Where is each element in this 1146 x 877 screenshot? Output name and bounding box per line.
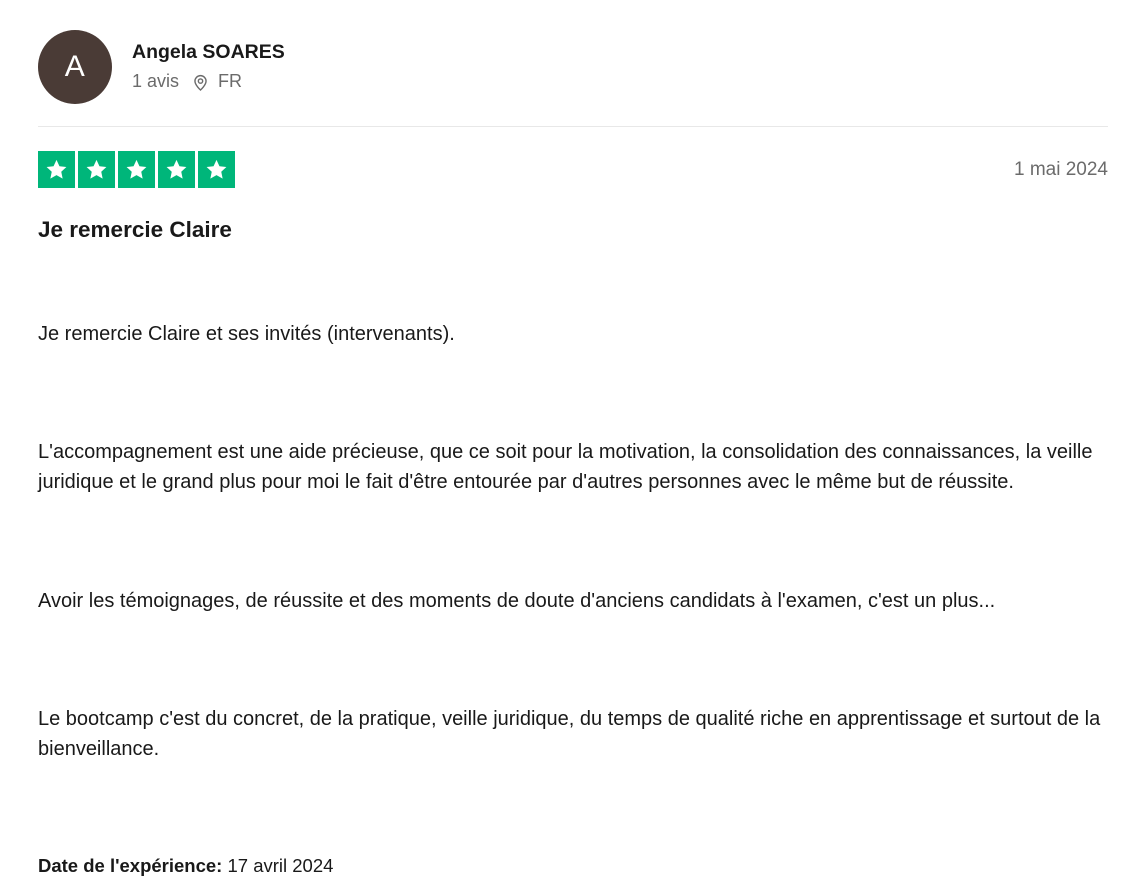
star-icon xyxy=(158,151,195,188)
review-paragraph: L'accompagnement est une aide précieuse, que ce soit pour la motivation, la consolidation des connaissances, la veille juridique et le grand plus pour moi le fait d'être entourée par d'autres personnes avec le même but de réussite. xyxy=(38,441,1099,494)
avatar[interactable] xyxy=(38,30,112,104)
review-text xyxy=(38,258,1108,825)
consumer-meta xyxy=(132,72,285,92)
star-icon xyxy=(38,151,75,188)
review-paragraph: Je remercie Claire et ses invités (intervenants). xyxy=(38,322,455,345)
consumer-review-count: 1 avis xyxy=(132,71,180,92)
review-paragraph: Avoir les témoignages, de réussite et des moments de doute d'anciens candidats à l'examen, c'est un plus... xyxy=(38,589,996,612)
consumer-info xyxy=(132,42,285,92)
consumer-name[interactable]: Angela SOARES xyxy=(132,40,285,63)
review-date: 1 mai 2024 xyxy=(1013,158,1108,180)
avatar-initial: A xyxy=(64,50,86,83)
consumer-country xyxy=(191,72,242,92)
star-icon xyxy=(198,151,235,188)
star-icon xyxy=(118,151,155,188)
location-pin-icon xyxy=(191,73,210,92)
review-paragraph: Le bootcamp c'est du concret, de la pratique, veille juridique, du temps de qualité riche en apprentissage et surtout de la bienveillance. xyxy=(38,707,1106,761)
experience-date xyxy=(38,855,1108,877)
consumer-country-code: FR xyxy=(218,71,243,92)
consumer-header xyxy=(38,30,1108,126)
review-title[interactable]: Je remercie Claire xyxy=(38,217,232,242)
rating-row xyxy=(38,127,1108,188)
experience-date-value: 17 avril 2024 xyxy=(227,855,334,877)
star-icon xyxy=(78,151,115,188)
experience-date-label: Date de l'expérience: xyxy=(38,855,223,877)
star-rating xyxy=(38,151,235,188)
